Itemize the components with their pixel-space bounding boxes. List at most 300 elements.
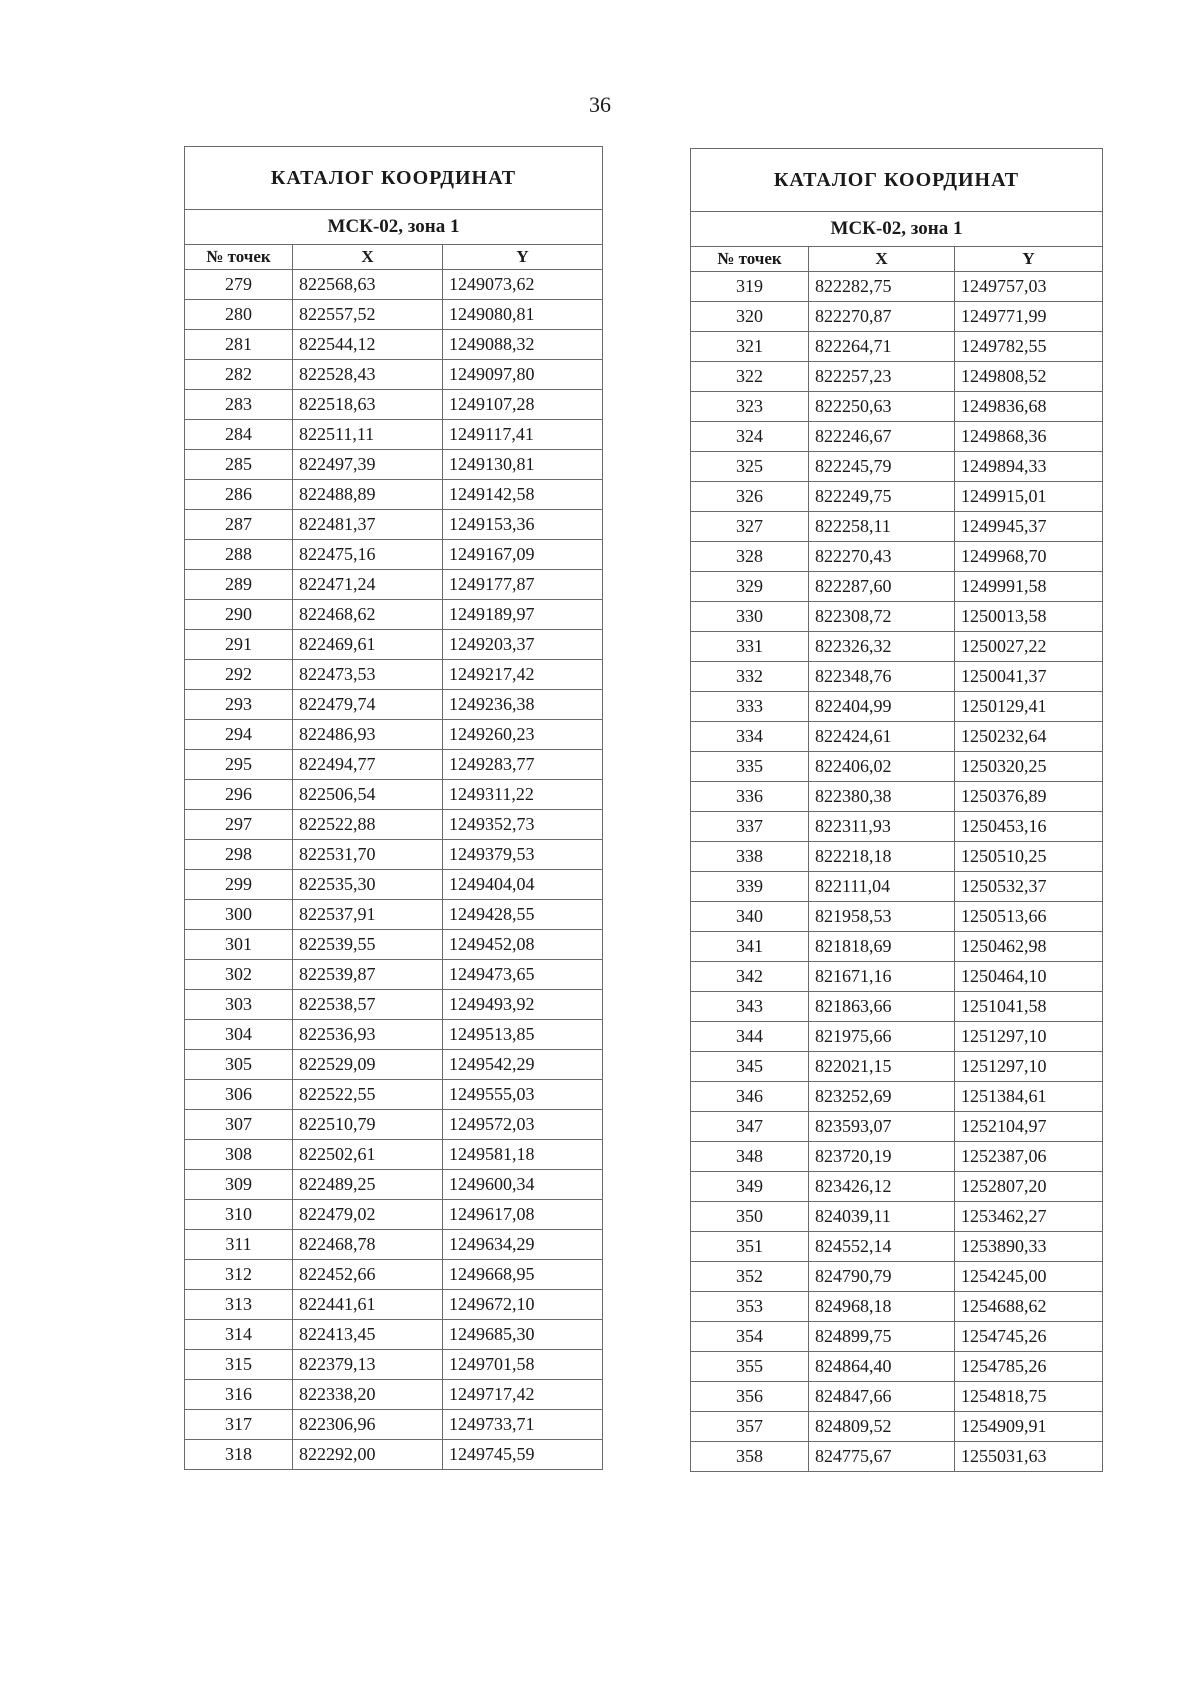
table-row — [185, 660, 603, 690]
catalog-title: КАТАЛОГ КООРДИНАТ — [691, 149, 1103, 212]
y-coordinate-cell: 1249572,03 — [443, 1110, 603, 1140]
y-coordinate-cell: 1250532,37 — [955, 872, 1103, 902]
x-coordinate-cell: 822506,54 — [293, 780, 443, 810]
table-row — [185, 300, 603, 330]
table-row — [691, 332, 1103, 362]
x-coordinate-cell: 822452,66 — [293, 1260, 443, 1290]
point-number-cell: 302 — [185, 960, 293, 990]
x-coordinate-cell: 822469,61 — [293, 630, 443, 660]
point-number-cell: 324 — [691, 422, 809, 452]
point-number-cell: 282 — [185, 360, 293, 390]
y-coordinate-cell: 1249260,23 — [443, 720, 603, 750]
point-number-cell: 291 — [185, 630, 293, 660]
x-coordinate-cell: 822535,30 — [293, 870, 443, 900]
table-row — [185, 750, 603, 780]
x-coordinate-cell: 824847,66 — [809, 1382, 955, 1412]
point-number-cell: 334 — [691, 722, 809, 752]
table-row — [691, 1352, 1103, 1382]
table-row — [691, 422, 1103, 452]
point-number-cell: 286 — [185, 480, 293, 510]
table-row — [185, 1290, 603, 1320]
table-row — [691, 1202, 1103, 1232]
table-row — [185, 960, 603, 990]
table-row — [185, 780, 603, 810]
point-number-cell: 307 — [185, 1110, 293, 1140]
point-number-cell: 293 — [185, 690, 293, 720]
table-row — [691, 362, 1103, 392]
point-number-cell: 319 — [691, 272, 809, 302]
x-coordinate-cell: 824039,11 — [809, 1202, 955, 1232]
x-coordinate-cell: 822557,52 — [293, 300, 443, 330]
point-number-cell: 336 — [691, 782, 809, 812]
y-coordinate-cell: 1250232,64 — [955, 722, 1103, 752]
y-coordinate-cell: 1249836,68 — [955, 392, 1103, 422]
table-row — [185, 930, 603, 960]
x-coordinate-cell: 822287,60 — [809, 572, 955, 602]
table-row — [185, 390, 603, 420]
x-coordinate-cell: 822021,15 — [809, 1052, 955, 1082]
point-number-cell: 288 — [185, 540, 293, 570]
table-row — [691, 1322, 1103, 1352]
table-row — [691, 602, 1103, 632]
x-coordinate-cell: 822258,11 — [809, 512, 955, 542]
point-number-cell: 296 — [185, 780, 293, 810]
x-coordinate-cell: 822568,63 — [293, 270, 443, 300]
point-number-cell: 315 — [185, 1350, 293, 1380]
x-coordinate-cell: 822494,77 — [293, 750, 443, 780]
table-row — [185, 690, 603, 720]
y-coordinate-cell: 1250320,25 — [955, 752, 1103, 782]
point-number-cell: 283 — [185, 390, 293, 420]
table-row — [185, 1260, 603, 1290]
point-number-cell: 332 — [691, 662, 809, 692]
point-number-cell: 308 — [185, 1140, 293, 1170]
table-row — [691, 1412, 1103, 1442]
y-coordinate-cell: 1249757,03 — [955, 272, 1103, 302]
point-number-cell: 344 — [691, 1022, 809, 1052]
point-number-cell: 312 — [185, 1260, 293, 1290]
x-coordinate-cell: 823426,12 — [809, 1172, 955, 1202]
x-coordinate-cell: 822497,39 — [293, 450, 443, 480]
table-row — [185, 1320, 603, 1350]
table-row — [691, 512, 1103, 542]
table-row — [691, 752, 1103, 782]
point-number-cell: 339 — [691, 872, 809, 902]
table-row — [691, 662, 1103, 692]
y-coordinate-cell: 1250129,41 — [955, 692, 1103, 722]
y-coordinate-cell: 1249352,73 — [443, 810, 603, 840]
y-coordinate-cell: 1251384,61 — [955, 1082, 1103, 1112]
table-row — [691, 272, 1103, 302]
x-coordinate-cell: 822245,79 — [809, 452, 955, 482]
table-row — [185, 480, 603, 510]
y-coordinate-cell: 1251297,10 — [955, 1022, 1103, 1052]
point-number-cell: 309 — [185, 1170, 293, 1200]
y-coordinate-cell: 1249107,28 — [443, 390, 603, 420]
table-row — [691, 1172, 1103, 1202]
x-coordinate-cell: 822479,02 — [293, 1200, 443, 1230]
table-row — [691, 632, 1103, 662]
table-row — [691, 842, 1103, 872]
y-coordinate-cell: 1250041,37 — [955, 662, 1103, 692]
table-row — [691, 542, 1103, 572]
y-coordinate-cell: 1249452,08 — [443, 930, 603, 960]
point-number-cell: 306 — [185, 1080, 293, 1110]
point-number-cell: 311 — [185, 1230, 293, 1260]
point-number-cell: 313 — [185, 1290, 293, 1320]
x-coordinate-cell: 822539,87 — [293, 960, 443, 990]
point-number-cell: 330 — [691, 602, 809, 632]
x-coordinate-cell: 822404,99 — [809, 692, 955, 722]
point-number-cell: 301 — [185, 930, 293, 960]
table-row — [691, 962, 1103, 992]
y-coordinate-cell: 1254688,62 — [955, 1292, 1103, 1322]
y-coordinate-cell: 1254818,75 — [955, 1382, 1103, 1412]
table-row — [691, 1262, 1103, 1292]
table-row — [185, 810, 603, 840]
x-coordinate-cell: 822380,38 — [809, 782, 955, 812]
table-row — [185, 630, 603, 660]
table-row — [185, 540, 603, 570]
point-number-cell: 343 — [691, 992, 809, 1022]
y-coordinate-cell: 1249685,30 — [443, 1320, 603, 1350]
y-coordinate-cell: 1249808,52 — [955, 362, 1103, 392]
table-row — [691, 302, 1103, 332]
x-coordinate-cell: 824790,79 — [809, 1262, 955, 1292]
x-coordinate-cell: 822522,55 — [293, 1080, 443, 1110]
x-coordinate-cell: 822348,76 — [809, 662, 955, 692]
x-coordinate-cell: 821975,66 — [809, 1022, 955, 1052]
point-number-cell: 303 — [185, 990, 293, 1020]
column-header-point-number: № точек — [691, 247, 809, 272]
y-coordinate-cell: 1249283,77 — [443, 750, 603, 780]
table-row — [185, 450, 603, 480]
table-row — [185, 720, 603, 750]
x-coordinate-cell: 822424,61 — [809, 722, 955, 752]
y-coordinate-cell: 1249177,87 — [443, 570, 603, 600]
point-number-cell: 329 — [691, 572, 809, 602]
table-row — [185, 1440, 603, 1470]
y-coordinate-cell: 1251041,58 — [955, 992, 1103, 1022]
point-number-cell: 356 — [691, 1382, 809, 1412]
point-number-cell: 289 — [185, 570, 293, 600]
table-row — [691, 782, 1103, 812]
y-coordinate-cell: 1253462,27 — [955, 1202, 1103, 1232]
table-row — [691, 1142, 1103, 1172]
table-row — [691, 1112, 1103, 1142]
y-coordinate-cell: 1249745,59 — [443, 1440, 603, 1470]
point-number-cell: 305 — [185, 1050, 293, 1080]
point-number-cell: 350 — [691, 1202, 809, 1232]
page-number: 36 — [589, 92, 611, 117]
column-header-y: Y — [443, 245, 603, 270]
x-coordinate-cell: 822511,11 — [293, 420, 443, 450]
point-number-cell: 279 — [185, 270, 293, 300]
y-coordinate-cell: 1249088,32 — [443, 330, 603, 360]
y-coordinate-cell: 1250513,66 — [955, 902, 1103, 932]
y-coordinate-cell: 1249189,97 — [443, 600, 603, 630]
point-number-cell: 318 — [185, 1440, 293, 1470]
x-coordinate-cell: 822441,61 — [293, 1290, 443, 1320]
y-coordinate-cell: 1254745,26 — [955, 1322, 1103, 1352]
point-number-cell: 337 — [691, 812, 809, 842]
point-number-cell: 341 — [691, 932, 809, 962]
coordinate-system-zone: МСК-02, зона 1 — [185, 210, 603, 245]
x-coordinate-cell: 822111,04 — [809, 872, 955, 902]
table-row — [691, 1382, 1103, 1412]
table-row — [185, 1350, 603, 1380]
point-number-cell: 320 — [691, 302, 809, 332]
point-number-cell: 295 — [185, 750, 293, 780]
point-number-cell: 355 — [691, 1352, 809, 1382]
table-row — [185, 1410, 603, 1440]
point-number-cell: 298 — [185, 840, 293, 870]
y-coordinate-cell: 1249080,81 — [443, 300, 603, 330]
y-coordinate-cell: 1249717,42 — [443, 1380, 603, 1410]
x-coordinate-cell: 822270,87 — [809, 302, 955, 332]
table-row — [185, 1200, 603, 1230]
x-coordinate-cell: 823593,07 — [809, 1112, 955, 1142]
x-coordinate-cell: 822486,93 — [293, 720, 443, 750]
point-number-cell: 284 — [185, 420, 293, 450]
table-row — [691, 692, 1103, 722]
point-number-cell: 333 — [691, 692, 809, 722]
x-coordinate-cell: 823720,19 — [809, 1142, 955, 1172]
y-coordinate-cell: 1249701,58 — [443, 1350, 603, 1380]
point-number-cell: 304 — [185, 1020, 293, 1050]
y-coordinate-cell: 1249167,09 — [443, 540, 603, 570]
x-coordinate-cell: 822282,75 — [809, 272, 955, 302]
column-header-y: Y — [955, 247, 1103, 272]
point-number-cell: 321 — [691, 332, 809, 362]
table-row — [691, 902, 1103, 932]
y-coordinate-cell: 1249130,81 — [443, 450, 603, 480]
point-number-cell: 294 — [185, 720, 293, 750]
table-row — [185, 1170, 603, 1200]
x-coordinate-cell: 824809,52 — [809, 1412, 955, 1442]
point-number-cell: 281 — [185, 330, 293, 360]
y-coordinate-cell: 1249771,99 — [955, 302, 1103, 332]
y-coordinate-cell: 1254909,91 — [955, 1412, 1103, 1442]
y-coordinate-cell: 1249968,70 — [955, 542, 1103, 572]
point-number-cell: 300 — [185, 900, 293, 930]
table-row — [691, 1232, 1103, 1262]
x-coordinate-cell: 822473,53 — [293, 660, 443, 690]
table-row — [691, 1442, 1103, 1472]
x-coordinate-cell: 822311,93 — [809, 812, 955, 842]
x-coordinate-cell: 822249,75 — [809, 482, 955, 512]
table-row — [691, 1052, 1103, 1082]
table-row — [185, 420, 603, 450]
x-coordinate-cell: 824552,14 — [809, 1232, 955, 1262]
table-row — [185, 990, 603, 1020]
coordinate-catalog-table-left — [184, 146, 603, 1470]
x-coordinate-cell: 822250,63 — [809, 392, 955, 422]
x-coordinate-cell: 822528,43 — [293, 360, 443, 390]
y-coordinate-cell: 1250453,16 — [955, 812, 1103, 842]
coordinate-catalog-table-right — [690, 148, 1103, 1472]
point-number-cell: 317 — [185, 1410, 293, 1440]
y-coordinate-cell: 1249404,04 — [443, 870, 603, 900]
x-coordinate-cell: 822270,43 — [809, 542, 955, 572]
y-coordinate-cell: 1249945,37 — [955, 512, 1103, 542]
x-coordinate-cell: 823252,69 — [809, 1082, 955, 1112]
y-coordinate-cell: 1249142,58 — [443, 480, 603, 510]
y-coordinate-cell: 1249894,33 — [955, 452, 1103, 482]
point-number-cell: 331 — [691, 632, 809, 662]
x-coordinate-cell: 822529,09 — [293, 1050, 443, 1080]
x-coordinate-cell: 822338,20 — [293, 1380, 443, 1410]
y-coordinate-cell: 1249617,08 — [443, 1200, 603, 1230]
y-coordinate-cell: 1249668,95 — [443, 1260, 603, 1290]
y-coordinate-cell: 1250376,89 — [955, 782, 1103, 812]
point-number-cell: 326 — [691, 482, 809, 512]
x-coordinate-cell: 822475,16 — [293, 540, 443, 570]
table-row — [691, 1082, 1103, 1112]
table-row — [691, 812, 1103, 842]
table-row — [185, 600, 603, 630]
y-coordinate-cell: 1249600,34 — [443, 1170, 603, 1200]
table-row — [691, 572, 1103, 602]
point-number-cell: 287 — [185, 510, 293, 540]
table-row — [691, 452, 1103, 482]
table-row — [185, 1380, 603, 1410]
point-number-cell: 285 — [185, 450, 293, 480]
point-number-cell: 292 — [185, 660, 293, 690]
point-number-cell: 352 — [691, 1262, 809, 1292]
point-number-cell: 348 — [691, 1142, 809, 1172]
y-coordinate-cell: 1249493,92 — [443, 990, 603, 1020]
catalog-title: КАТАЛОГ КООРДИНАТ — [185, 147, 603, 210]
y-coordinate-cell: 1249991,58 — [955, 572, 1103, 602]
y-coordinate-cell: 1254245,00 — [955, 1262, 1103, 1292]
x-coordinate-cell: 822488,89 — [293, 480, 443, 510]
table-row — [691, 872, 1103, 902]
point-number-cell: 314 — [185, 1320, 293, 1350]
x-coordinate-cell: 824775,67 — [809, 1442, 955, 1472]
table-row — [185, 270, 603, 300]
x-coordinate-cell: 822306,96 — [293, 1410, 443, 1440]
x-coordinate-cell: 822406,02 — [809, 752, 955, 782]
table-row — [185, 1230, 603, 1260]
x-coordinate-cell: 822539,55 — [293, 930, 443, 960]
table-row — [185, 1110, 603, 1140]
y-coordinate-cell: 1249073,62 — [443, 270, 603, 300]
y-coordinate-cell: 1250027,22 — [955, 632, 1103, 662]
x-coordinate-cell: 822246,67 — [809, 422, 955, 452]
point-number-cell: 340 — [691, 902, 809, 932]
point-number-cell: 345 — [691, 1052, 809, 1082]
column-header-x: X — [293, 245, 443, 270]
y-coordinate-cell: 1249117,41 — [443, 420, 603, 450]
table-row — [185, 330, 603, 360]
x-coordinate-cell: 822471,24 — [293, 570, 443, 600]
x-coordinate-cell: 822257,23 — [809, 362, 955, 392]
x-coordinate-cell: 822481,37 — [293, 510, 443, 540]
point-number-cell: 358 — [691, 1442, 809, 1472]
table-row — [691, 482, 1103, 512]
table-row — [185, 1050, 603, 1080]
x-coordinate-cell: 822502,61 — [293, 1140, 443, 1170]
catalog-body-right — [691, 272, 1103, 1472]
y-coordinate-cell: 1249217,42 — [443, 660, 603, 690]
table-row — [185, 570, 603, 600]
x-coordinate-cell: 822522,88 — [293, 810, 443, 840]
y-coordinate-cell: 1249379,53 — [443, 840, 603, 870]
table-row — [691, 722, 1103, 752]
x-coordinate-cell: 822538,57 — [293, 990, 443, 1020]
x-coordinate-cell: 822264,71 — [809, 332, 955, 362]
point-number-cell: 342 — [691, 962, 809, 992]
table-row — [185, 870, 603, 900]
x-coordinate-cell: 822218,18 — [809, 842, 955, 872]
x-coordinate-cell: 822413,45 — [293, 1320, 443, 1350]
y-coordinate-cell: 1249473,65 — [443, 960, 603, 990]
point-number-cell: 325 — [691, 452, 809, 482]
column-header-x: X — [809, 247, 955, 272]
point-number-cell: 338 — [691, 842, 809, 872]
table-row — [185, 900, 603, 930]
point-number-cell: 353 — [691, 1292, 809, 1322]
point-number-cell: 335 — [691, 752, 809, 782]
x-coordinate-cell: 822489,25 — [293, 1170, 443, 1200]
table-row — [691, 932, 1103, 962]
y-coordinate-cell: 1249555,03 — [443, 1080, 603, 1110]
catalog-body-left — [185, 270, 603, 1470]
y-coordinate-cell: 1249513,85 — [443, 1020, 603, 1050]
x-coordinate-cell: 822468,78 — [293, 1230, 443, 1260]
x-coordinate-cell: 822510,79 — [293, 1110, 443, 1140]
y-coordinate-cell: 1249097,80 — [443, 360, 603, 390]
y-coordinate-cell: 1249542,29 — [443, 1050, 603, 1080]
x-coordinate-cell: 821818,69 — [809, 932, 955, 962]
y-coordinate-cell: 1254785,26 — [955, 1352, 1103, 1382]
y-coordinate-cell: 1249203,37 — [443, 630, 603, 660]
x-coordinate-cell: 822292,00 — [293, 1440, 443, 1470]
y-coordinate-cell: 1252807,20 — [955, 1172, 1103, 1202]
table-row — [691, 1292, 1103, 1322]
point-number-cell: 351 — [691, 1232, 809, 1262]
column-header-point-number: № точек — [185, 245, 293, 270]
y-coordinate-cell: 1249236,38 — [443, 690, 603, 720]
y-coordinate-cell: 1249581,18 — [443, 1140, 603, 1170]
point-number-cell: 327 — [691, 512, 809, 542]
y-coordinate-cell: 1249672,10 — [443, 1290, 603, 1320]
table-row — [185, 360, 603, 390]
x-coordinate-cell: 822468,62 — [293, 600, 443, 630]
x-coordinate-cell: 822536,93 — [293, 1020, 443, 1050]
x-coordinate-cell: 822531,70 — [293, 840, 443, 870]
point-number-cell: 354 — [691, 1322, 809, 1352]
y-coordinate-cell: 1249868,36 — [955, 422, 1103, 452]
x-coordinate-cell: 822326,32 — [809, 632, 955, 662]
y-coordinate-cell: 1250464,10 — [955, 962, 1103, 992]
table-row — [691, 992, 1103, 1022]
point-number-cell: 290 — [185, 600, 293, 630]
y-coordinate-cell: 1251297,10 — [955, 1052, 1103, 1082]
y-coordinate-cell: 1255031,63 — [955, 1442, 1103, 1472]
x-coordinate-cell: 822518,63 — [293, 390, 443, 420]
y-coordinate-cell: 1249733,71 — [443, 1410, 603, 1440]
y-coordinate-cell: 1249311,22 — [443, 780, 603, 810]
y-coordinate-cell: 1249428,55 — [443, 900, 603, 930]
table-row — [691, 1022, 1103, 1052]
table-row — [185, 1080, 603, 1110]
x-coordinate-cell: 821863,66 — [809, 992, 955, 1022]
y-coordinate-cell: 1250013,58 — [955, 602, 1103, 632]
point-number-cell: 280 — [185, 300, 293, 330]
y-coordinate-cell: 1249782,55 — [955, 332, 1103, 362]
